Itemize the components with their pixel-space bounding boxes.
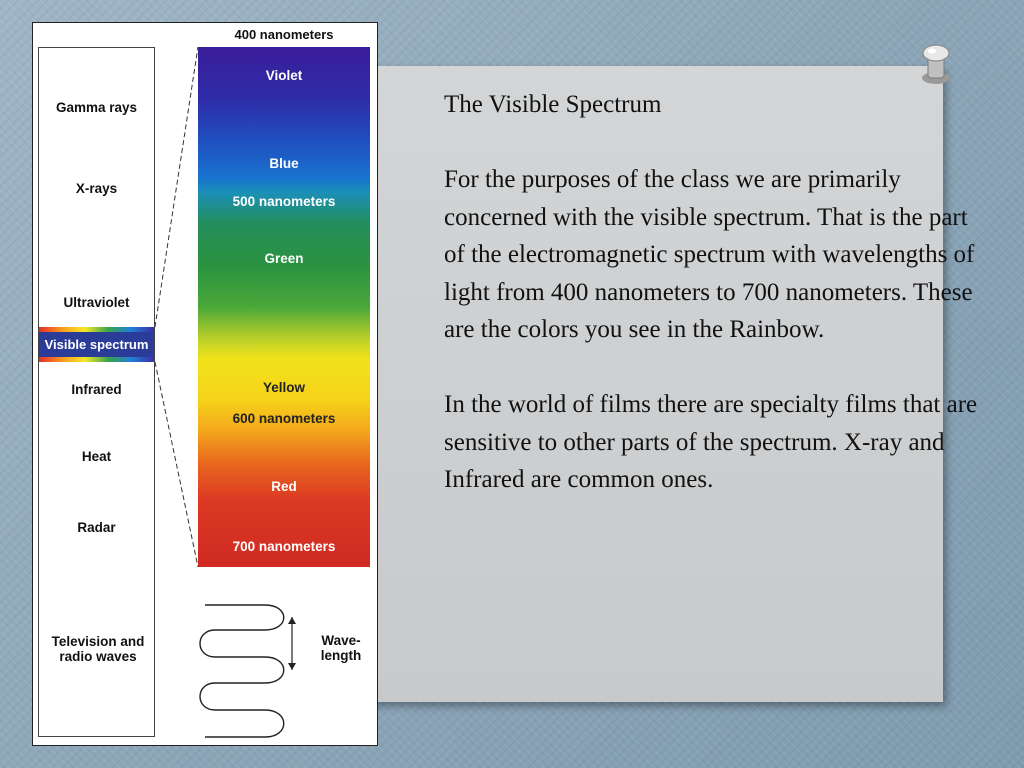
label-visible-spectrum: Visible spectrum [39, 332, 154, 357]
label-television-radio: Television and radio waves [51, 634, 145, 664]
label-wavelength: Wave- length [320, 633, 362, 663]
label-600-nm: 600 nanometers [232, 411, 336, 426]
wave-curve [200, 605, 284, 737]
label-700-nm: 700 nanometers [232, 539, 336, 554]
label-green: Green [264, 251, 304, 266]
label-500-nm: 500 nanometers [232, 194, 336, 209]
paragraph-1: For the purposes of the class we are primarily concerned with the visible spectrum. That is the part of the electromagnetic spectrum with wavelengths of light from 400 nanometers to 700 nanometers. These are the colors you see in the Rainbow. [444, 166, 975, 343]
slide-title: The Visible Spectrum [444, 91, 662, 118]
label-yellow: Yellow [262, 380, 306, 395]
paragraph-2: In the world of films there are specialty films that are sensitive to other parts of the spectrum. X-ray and Infrared are common ones. [444, 391, 978, 493]
label-infrared: Infrared [71, 382, 122, 397]
label-gamma-rays: Gamma rays [55, 100, 138, 115]
label-x-rays: X-rays [75, 181, 118, 196]
label-red: Red [271, 479, 297, 494]
dashed-line-bottom [155, 362, 198, 567]
dashed-line-top [155, 47, 198, 327]
label-ultraviolet: Ultraviolet [63, 295, 130, 310]
label-blue: Blue [269, 156, 299, 171]
label-heat: Heat [81, 449, 112, 464]
label-violet: Violet [265, 68, 303, 83]
label-400-nm: 400 nanometers [234, 27, 334, 42]
label-radar: Radar [77, 520, 116, 535]
